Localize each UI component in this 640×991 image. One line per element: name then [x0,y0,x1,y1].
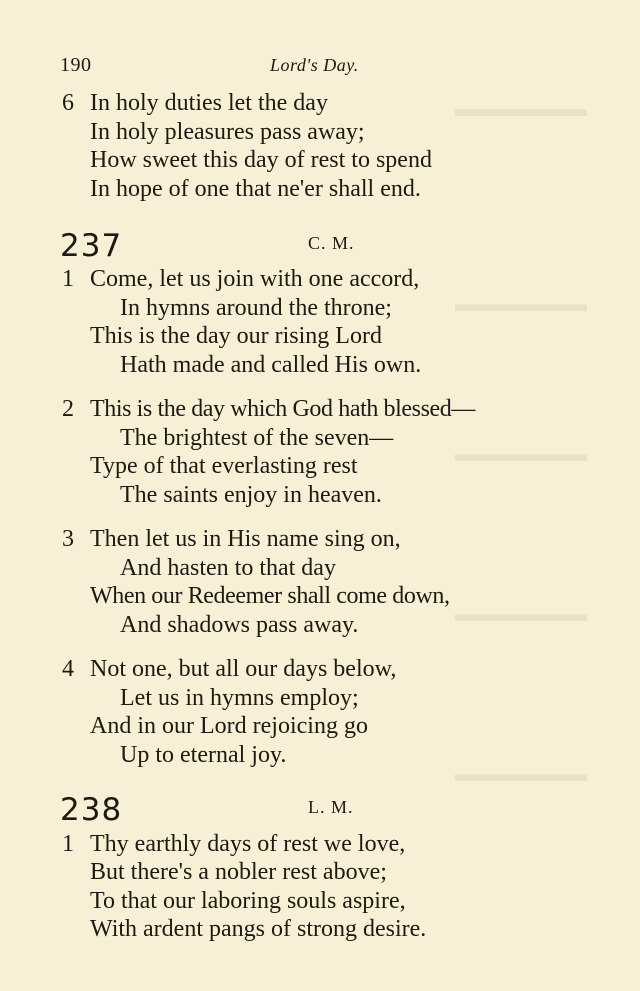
verse-line: Let us in hymns employ; [120,685,359,711]
stanza-number: 3 [62,526,74,552]
verse-line: And in our Lord rejoicing go [90,713,368,739]
verse-line: And hasten to that day [120,555,336,581]
page-number: 190 [60,54,92,76]
hymn-meter: C. M. [308,233,355,253]
stanza-number: 4 [62,656,74,682]
verse-line: In hymns around the throne; [120,295,392,321]
verse-line: Come, let us join with one accord, [90,266,420,292]
verse-line: But there's a nobler rest above; [90,859,387,885]
hymn-meter: L. M. [308,797,354,817]
verse-line: This is the day which God hath blessed— [90,396,476,422]
stanza-number: 1 [62,831,74,857]
stanza-number: 2 [62,396,74,422]
verse-line: This is the day our rising Lord [90,323,382,349]
verse-line: With ardent pangs of strong desire. [90,916,427,942]
verse-line: Then let us in His name sing on, [90,526,401,552]
verse-line: Thy earthly days of rest we love, [90,831,406,857]
verse-line: In holy pleasures pass away; [90,119,365,145]
verse-line: When our Redeemer shall come down, [90,583,450,609]
verse-line: Type of that everlasting rest [90,453,358,479]
verse-line: The saints enjoy in heaven. [120,482,382,508]
verse-line: To that our laboring souls aspire, [90,888,406,914]
stanza-number: 6 [62,90,74,116]
verse-line: Hath made and called His own. [120,352,422,378]
verse-line: How sweet this day of rest to spend [90,147,432,173]
verse-line: In hope of one that ne'er shall end. [90,176,421,202]
verse-line: And shadows pass away. [120,612,359,638]
verse-line: In holy duties let the day [90,90,328,116]
verse-line: The brightest of the seven— [120,425,394,451]
verse-line: Up to eternal joy. [120,742,287,768]
running-head: Lord's Day. [270,55,359,75]
hymn-number: 238 [60,792,123,828]
verse-line: Not one, but all our days below, [90,656,397,682]
stanza-number: 1 [62,266,74,292]
hymn-number: 237 [60,228,123,264]
